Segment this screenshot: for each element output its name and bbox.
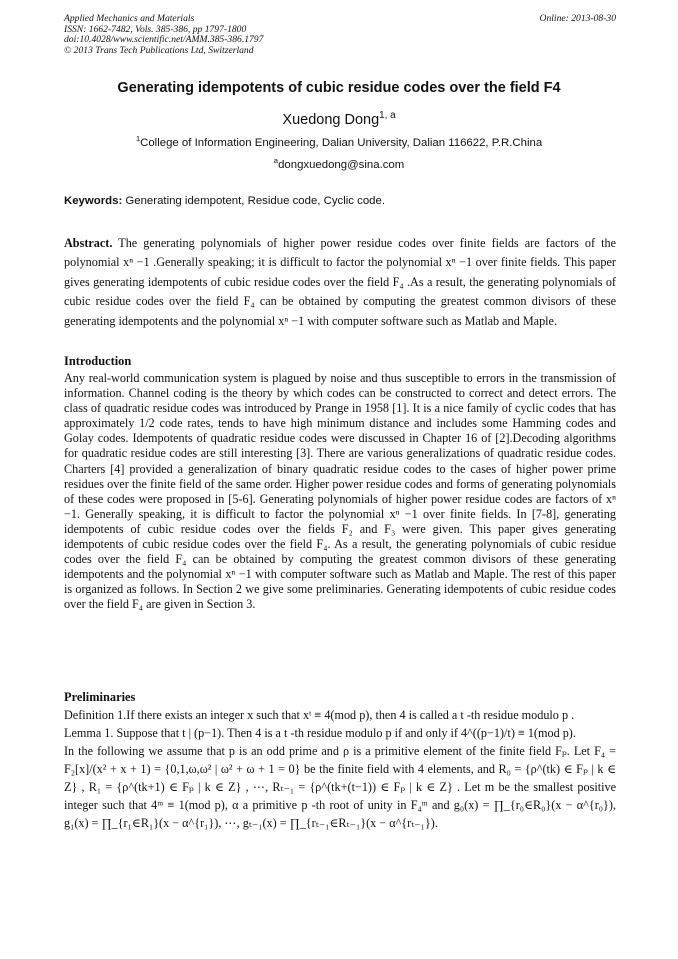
email-line [0,156,678,171]
journal-name: Applied Mechanics and Materials [64,13,195,24]
paper-title: Generating idempotents of cubic residue codes over the field F4 [117,80,561,96]
preliminaries-text: In the following we assume that p is an odd prime and ρ is a primitive element of the finite field Fₚ. Let F₄ = F₂[x]/(x² + x + 1) = {0,1,ω,ω² | ω² + ω + 1 = 0} be the finite field with 4 elements, and R₀ = {ρ^(tk) ∈ Fₚ | k ∈ Z} , R₁ = {ρ^(tk+1) ∈ Fₚ | k ∈ Z} , ⋯, Rₜ₋₁ = {ρ^(tk+(t−1)) ∈ Fₚ | k ∈ Z} . Let m be the smallest positive integer such that 4ᵐ ≡ 1(mod p), α a primitive p -th root of unity in F₄ᵐ and g₀(x) = ∏_{r₀∈R₀}(x − α^{r₀}), g₁(x) = ∏_{r₁∈R₁}(x − α^{r₁}), ⋯, gₜ₋₁(x) = ∏_{rₜ₋₁∈Rₜ₋₁}(x − α^{rₜ₋₁}). [64,744,616,830]
keywords-line [64,195,616,207]
running-header [64,14,616,56]
online-date: Online: 2013-08-30 [539,13,616,24]
lemma-1: Lemma 1. Suppose that t | (p−1). Then 4 is a t -th residue modulo p if and only if 4^((p−1)/t) ≡ 1(mod p). [64,726,576,740]
keywords-text: Generating idempotent, Residue code, Cyclic code. [125,195,386,207]
author-superscript: 1, a [379,110,396,122]
preliminaries-heading: Preliminaries [64,690,136,704]
abstract-paragraph [64,234,616,331]
issn-line: ISSN: 1662-7482, Vols. 385-386, pp 1797-1800 [64,23,247,35]
affiliation-superscript: 1 [135,134,141,144]
keywords-label: Keywords: [64,195,123,207]
preliminaries-section [64,706,616,832]
abstract-label: Abstract. [64,236,113,250]
copyright-line: © 2013 Trans Tech Publications Ltd, Switzerland [64,44,254,56]
definition-1: Definition 1.If there exists an integer x such that xᵗ ≡ 4(mod p), then 4 is called a t -th residue modulo p . [64,708,575,722]
author-name: Xuedong Dong [282,112,380,128]
introduction-heading: Introduction [64,354,132,368]
affiliation-line [0,134,678,149]
affiliation-text: College of Information Engineering, Dalian University, Dalian 116622, P.R.China [140,137,543,149]
abstract-text: The generating polynomials of higher power residue codes over finite fields are factors of the polynomial xⁿ −1 .Generally speaking; it is difficult to factor the polynomial xⁿ −1 over finite fields. This paper gives generating idempotents of cubic residue codes over the field F₄ .As a result, the generating polynomials of cubic residue codes over the field F₄ can be obtained by computing the greatest common divisors of these generating idempotents and the polynomial xⁿ −1 with computer software such as Matlab and Maple. [64,236,616,328]
email-superscript: a [273,156,279,166]
email-address: dongxuedong@sina.com [278,159,405,171]
author-line [0,112,678,128]
introduction-paragraph: Any real-world communication system is plagued by noise and thus susceptible to errors in the transmission of information. Channel coding is the theory by which codes can be constructed to correct and detect errors. The class of quadratic residue codes was introduced by Prange in 1958 [1]. It is a nice family of cyclic codes that has approximately 1/2 code rates, tends to have high minimum distance and includes some Hamming codes and Golay codes. Idempotents of quadratic residue codes were discussed in Chapter 16 of [2].Decoding algorithms for quadratic residue codes are still interesting [3]. There are various generalizations of quadratic residue codes. Charters [4] provided a generalization of binary quadratic residue codes to the cases of higher power prime residues over the finite field of the same order. Higher power residue codes and forms of generating polynomials of these codes were proposed in [5-6]. Generating polynomials of higher power residue codes are factors of xⁿ −1. Generally speaking, it is difficult to factor the polynomial xⁿ −1 over finite fields. In [7-8], generating idempotents of cubic residue codes over the fields F₂ and F₃ were given. This paper gives generating idempotents of cubic residue codes over the field F₄. As a result, the generating polynomials of cubic residue codes over the field F₄ can be obtained by computing the greatest common divisors of these generating idempotents and the polynomial xⁿ −1 with computer software such as Matlab and Maple. The rest of this paper is organized as follows. In Section 2 we give some preliminaries. Generating idempotents of cubic residue codes over the field F₄ are given in Section 3. [64,371,616,612]
doi-line: doi:10.4028/www.scientific.net/AMM.385-386.1797 [64,34,264,46]
